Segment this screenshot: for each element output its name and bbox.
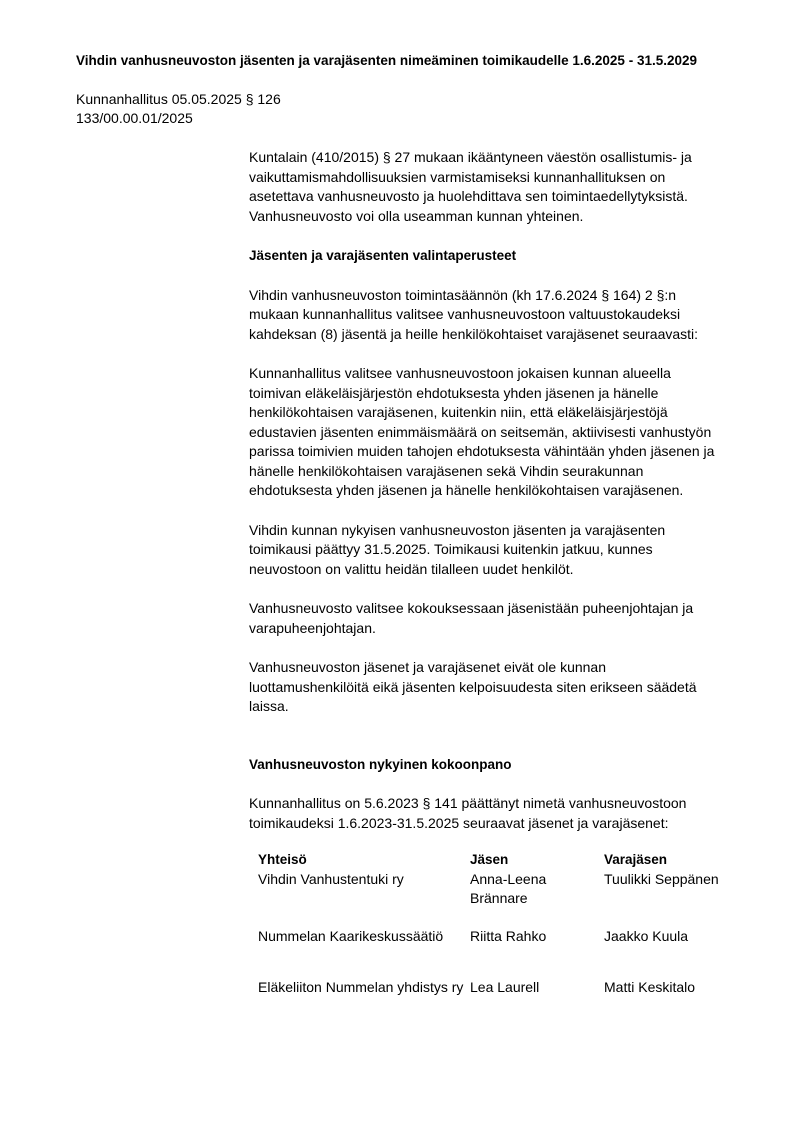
- heading-current-composition: Vanhusneuvoston nykyinen kokoonpano: [249, 756, 512, 772]
- header-organization: Yhteisö: [258, 852, 307, 867]
- paragraph-selection: Kunnanhallitus valitsee vanhusneuvostoon jokaisen kunnan alueella toimivan eläkeläisjärjestön ehdotuksesta yhden jäsenen ja hänelle henkilökohtaisen varajäsenen, kuitenkin niin, että eläkeläisjärjestöjä edustavien jäsenten enimmäismäärä on seitsemän, aktiivisesti vanhustyön parissa toimivien muiden tahojen ehdotuksesta vähintään yhden jäsenen ja hänelle henkilökohtaisen varajäsenen sekä Vihdin seurakunnan ehdotuksesta yhden jäsenen ja hänelle henkilökohtaisen varajäsenen.: [249, 365, 715, 498]
- document-title: Vihdin vanhusneuvoston jäsenten ja varajäsenten nimeäminen toimikaudelle 1.6.2025 - 31.5.2029: [76, 53, 697, 68]
- header-deputy: Varajäsen: [604, 852, 668, 867]
- record-id: 133/00.00.01/2025: [76, 110, 193, 126]
- header-member: Jäsen: [470, 852, 509, 867]
- paragraph-decision: Kunnanhallitus on 5.6.2023 § 141 päättänyt nimetä vanhusneuvostoon toimikaudeksi 1.6.2023-31.5.2025 seuraavat jäsenet ja varajäsenet:: [249, 795, 687, 831]
- table-row: [258, 978, 738, 998]
- paragraph-eligibility: Vanhusneuvoston jäsenet ja varajäsenet eivät ole kunnan luottamushenkilöitä eikä jäsenten kelpoisuudesta siten erikseen säädetä laissa.: [249, 659, 697, 714]
- cell-organization: Vihdin Vanhustentuki ry: [258, 870, 404, 887]
- table-row: [258, 870, 738, 909]
- heading-selection-criteria: Jäsenten ja varajäsenten valintaperusteet: [249, 248, 517, 263]
- paragraph-chair: Vanhusneuvosto valitsee kokouksessaan jäsenistään puheenjohtajan ja varapuheenjohtajan.: [249, 600, 694, 636]
- cell-member: Lea Laurell: [470, 979, 540, 995]
- cell-deputy: Matti Keskitalo: [604, 979, 696, 995]
- cell-member: Riitta Rahko: [470, 927, 547, 944]
- cell-deputy: Jaakko Kuula: [604, 927, 689, 944]
- paragraph-rules: Vihdin vanhusneuvoston toimintasäännön (kh 17.6.2024 § 164) 2 §:n mukaan kunnanhallitus valitsee vanhusneuvostoon valtuustokaudeksi kahdeksan (8) jäsentä ja heille henkilökohtaiset varajäsenet seuraavasti:: [249, 286, 699, 342]
- document-meta: [76, 90, 281, 128]
- meeting-reference: Kunnanhallitus 05.05.2025 § 126: [76, 91, 281, 107]
- cell-organization: Nummelan Kaarikeskussäätiö: [258, 927, 444, 944]
- paragraph-legal-basis: Kuntalain (410/2015) § 27 mukaan ikääntyneen väestön osallistumis- ja vaikuttamismahdollisuuksien varmistamiseksi kunnanhallituksen on asetettava vanhusneuvosto ja huolehdittava sen toimintaedellytyksistä. Vanhusneuvosto voi olla useamman kunnan yhteinen.: [249, 149, 692, 224]
- table-header-row: [258, 850, 738, 870]
- table-row: [258, 927, 738, 947]
- members-table: [258, 850, 738, 998]
- paragraph-term: Vihdin kunnan nykyisen vanhusneuvoston jäsenten ja varajäsenten toimikausi päättyy 31.5.2025. Toimikausi kuitenkin jatkuu, kunnes neuvostoon on valittu heidän tilalleen uudet henkilöt.: [249, 521, 666, 577]
- cell-member: Anna-Leena Brännare: [470, 870, 547, 906]
- cell-deputy: Tuulikki Seppänen: [604, 870, 719, 887]
- cell-organization: Eläkeliiton Nummelan yhdistys ry: [258, 979, 464, 995]
- document-body: [249, 148, 719, 853]
